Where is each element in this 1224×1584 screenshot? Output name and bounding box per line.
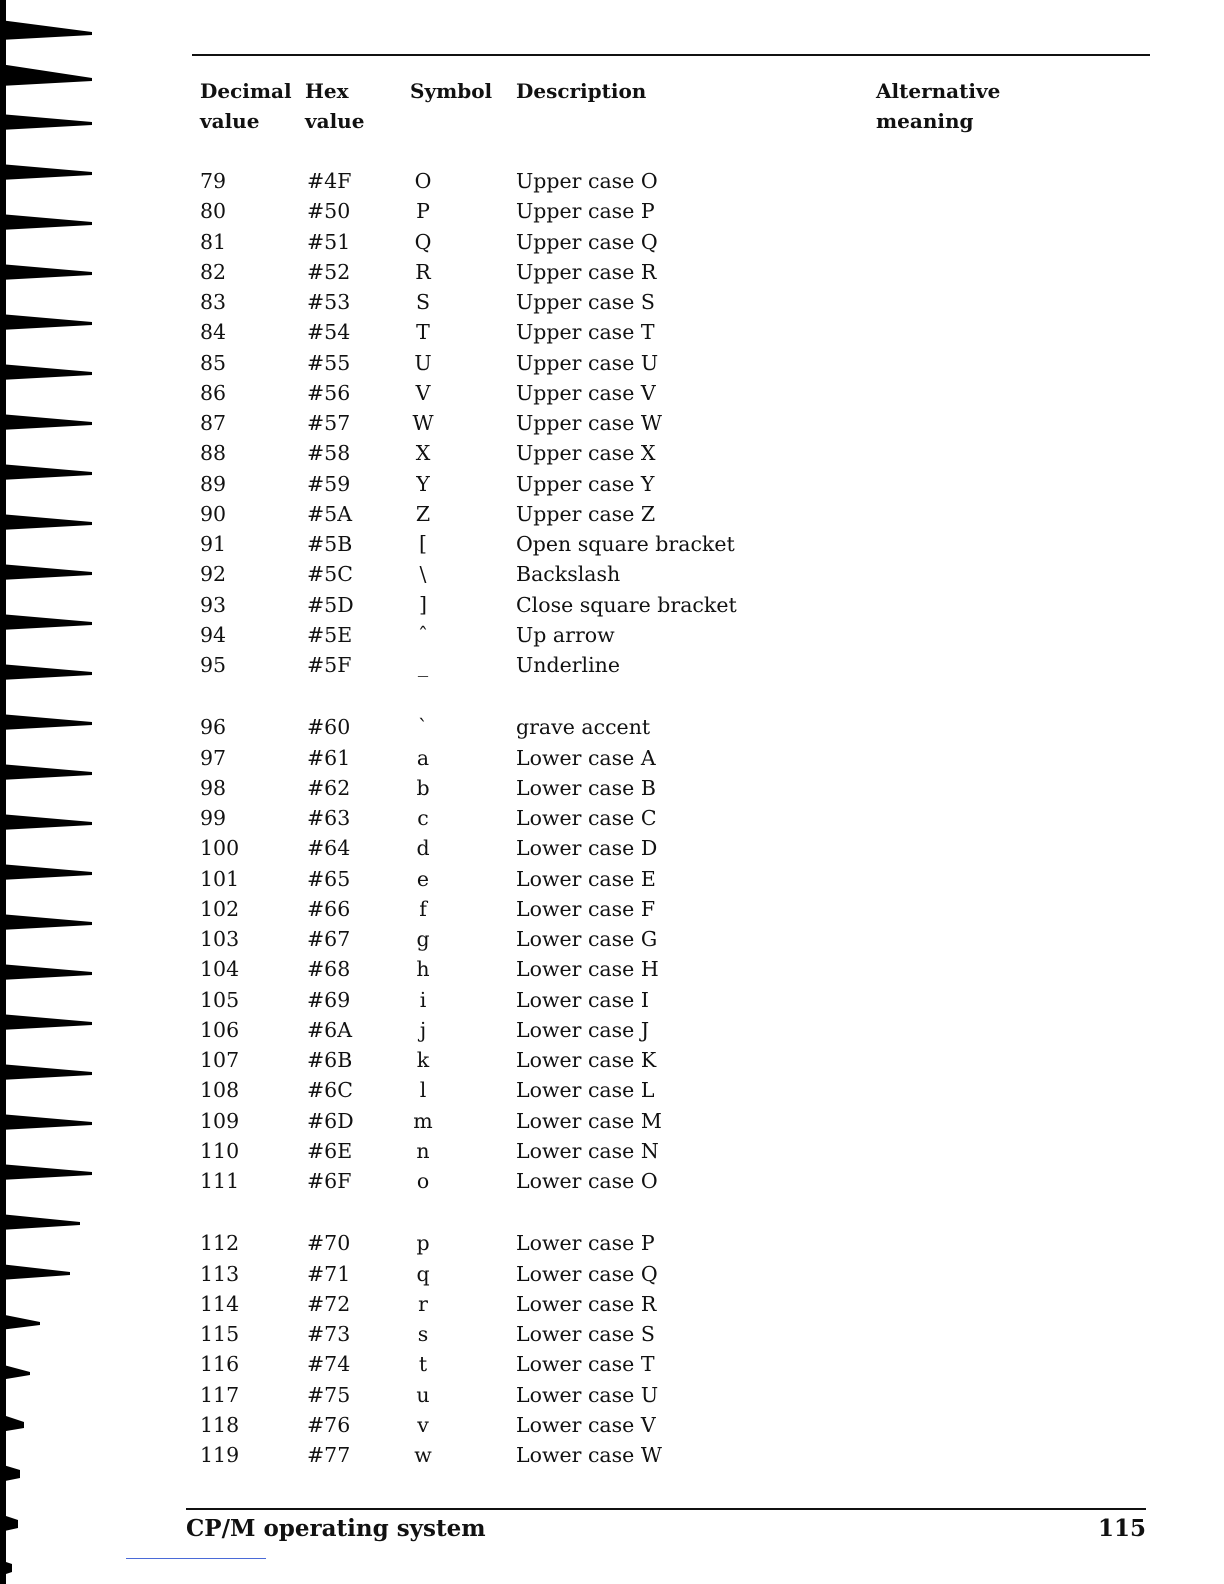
decimal-cell: 109 [200, 1108, 240, 1133]
hex-cell: #5C [307, 562, 353, 587]
header-decimal-line2: value [200, 109, 260, 133]
description-cell: Upper case Y [516, 471, 655, 496]
symbol-cell: r [418, 1291, 428, 1316]
symbol-cell: p [416, 1231, 430, 1256]
description-cell: Lower case P [516, 1231, 655, 1256]
decimal-cell: 108 [200, 1078, 240, 1103]
hex-cell: #66 [307, 896, 351, 921]
table-row [0, 1289, 1224, 1319]
hex-cell: #68 [307, 957, 351, 982]
symbol-cell: ] [419, 592, 427, 617]
decimal-cell: 91 [200, 532, 227, 556]
description-cell: Upper case S [516, 290, 655, 314]
table-row [0, 438, 1224, 468]
symbol-cell: f [419, 896, 427, 921]
decimal-cell: 103 [200, 927, 240, 951]
hex-cell: #61 [307, 745, 351, 770]
decimal-cell: 118 [200, 1412, 240, 1437]
table-row [0, 620, 1224, 650]
decimal-cell: 102 [200, 896, 240, 921]
header-description-label: Description [516, 79, 647, 103]
symbol-cell: R [415, 259, 431, 284]
symbol-cell: a [416, 745, 430, 770]
description-cell: Upper case T [516, 320, 655, 345]
description-cell: Upper case X [516, 441, 656, 466]
decimal-cell: 81 [200, 229, 227, 254]
table-row [0, 1319, 1224, 1349]
table-row [0, 499, 1224, 529]
symbol-cell: c [417, 806, 429, 830]
bottom-rule [186, 1508, 1146, 1510]
hex-cell: #6F [307, 1169, 352, 1193]
table-row [0, 864, 1224, 894]
hex-cell: #57 [307, 411, 351, 435]
description-cell: Lower case T [516, 1352, 655, 1377]
header-hex-line1: Hex [305, 79, 349, 103]
symbol-cell: e [416, 866, 430, 891]
decimal-cell: 93 [200, 592, 227, 617]
description-cell: Lower case J [516, 1017, 650, 1042]
description-cell: grave accent [516, 715, 651, 740]
hex-cell: #5D [307, 592, 354, 617]
table-row [0, 1106, 1224, 1136]
hex-cell: #51 [307, 229, 351, 254]
decimal-cell: 115 [200, 1322, 240, 1346]
hex-cell: #6C [307, 1078, 353, 1103]
description-cell: Upper case Z [516, 501, 656, 526]
symbol-cell: ` [417, 715, 429, 740]
decimal-cell: 87 [200, 411, 227, 435]
decimal-cell: 119 [200, 1443, 240, 1467]
description-cell: Lower case H [516, 957, 659, 982]
hex-cell: #64 [307, 836, 351, 861]
description-cell: Backslash [516, 562, 621, 587]
decimal-cell: 99 [200, 806, 227, 830]
decimal-cell: 110 [200, 1138, 240, 1163]
description-cell: Upper case R [516, 259, 657, 284]
hex-cell: #60 [307, 715, 351, 740]
decimal-cell: 113 [200, 1261, 240, 1286]
table-row [0, 1410, 1224, 1440]
symbol-cell: S [415, 290, 431, 314]
table-row [0, 712, 1224, 742]
table-row [0, 1075, 1224, 1105]
symbol-cell: j [419, 1017, 427, 1042]
table-row [0, 1349, 1224, 1379]
table-row [0, 559, 1224, 589]
symbol-cell: U [414, 350, 432, 375]
decimal-cell: 86 [200, 380, 227, 405]
symbol-cell: t [418, 1352, 428, 1377]
description-cell: Open square bracket [516, 532, 735, 556]
description-cell: Upper case V [516, 380, 656, 405]
description-cell: Lower case E [516, 866, 656, 891]
symbol-cell: h [416, 957, 430, 982]
decimal-cell: 107 [200, 1048, 240, 1072]
decimal-cell: 106 [200, 1017, 240, 1042]
decimal-cell: 88 [200, 441, 227, 466]
table-row [0, 1015, 1224, 1045]
symbol-cell: _ [417, 653, 429, 677]
table-row [0, 227, 1224, 257]
hex-cell: #63 [307, 806, 351, 830]
description-cell: Lower case Q [516, 1261, 658, 1286]
decimal-cell: 105 [200, 987, 240, 1012]
hex-cell: #4F [307, 169, 352, 193]
decimal-cell: 101 [200, 866, 240, 891]
table-row [0, 924, 1224, 954]
decimal-cell: 95 [200, 653, 227, 677]
description-cell: Lower case U [516, 1382, 659, 1407]
table-row [0, 1440, 1224, 1470]
page-number: 115 [1097, 1515, 1146, 1542]
description-cell: Upper case P [516, 199, 655, 224]
symbol-cell: O [414, 169, 432, 193]
header-alternative-line1: Alternative [876, 79, 1001, 103]
description-cell: Lower case D [516, 836, 658, 861]
hex-cell: #6E [307, 1138, 353, 1163]
table-row [0, 529, 1224, 559]
description-cell: Upper case O [516, 169, 658, 193]
table-row [0, 954, 1224, 984]
symbol-cell: P [416, 199, 430, 224]
decimal-cell: 100 [200, 836, 240, 861]
description-cell: Lower case F [516, 896, 656, 921]
decimal-cell: 80 [200, 199, 227, 224]
symbol-cell: g [416, 927, 430, 951]
description-cell: Upper case Q [516, 229, 658, 254]
table-row [0, 469, 1224, 499]
symbol-cell: X [415, 441, 431, 466]
hex-cell: #50 [307, 199, 351, 224]
footer-underline-mark [126, 1558, 266, 1559]
description-cell: Lower case M [516, 1108, 662, 1133]
header-alternative-line2: meaning [876, 109, 974, 133]
hex-cell: #54 [307, 320, 351, 345]
decimal-cell: 97 [200, 745, 227, 770]
hex-cell: #73 [307, 1322, 351, 1346]
decimal-cell: 92 [200, 562, 227, 587]
table-row [0, 894, 1224, 924]
decimal-cell: 85 [200, 350, 227, 375]
hex-cell: #75 [307, 1382, 351, 1407]
table-row [0, 1045, 1224, 1075]
description-cell: Lower case L [516, 1078, 655, 1103]
decimal-cell: 111 [200, 1169, 240, 1193]
description-cell: Upper case W [516, 411, 662, 435]
symbol-cell: s [417, 1322, 429, 1346]
table-row [0, 1166, 1224, 1196]
symbol-cell: v [417, 1412, 429, 1437]
table-row [0, 833, 1224, 863]
symbol-cell: d [416, 836, 430, 861]
table-row [0, 1228, 1224, 1258]
table-row [0, 196, 1224, 226]
description-cell: Up arrow [516, 622, 615, 647]
symbol-cell: Q [414, 229, 432, 254]
description-cell: Lower case R [516, 1291, 657, 1316]
symbol-cell: Y [416, 471, 430, 496]
symbol-cell: i [419, 987, 427, 1012]
symbol-cell: b [416, 775, 430, 800]
decimal-cell: 112 [200, 1231, 240, 1256]
table-row [0, 166, 1224, 196]
description-cell: Lower case C [516, 806, 657, 830]
description-cell: Lower case S [516, 1322, 655, 1346]
decimal-cell: 117 [200, 1382, 240, 1407]
symbol-cell: n [416, 1138, 430, 1163]
table-row [0, 773, 1224, 803]
symbol-cell: u [416, 1382, 430, 1407]
description-cell: Underline [516, 653, 620, 677]
hex-cell: #5A [307, 501, 353, 526]
hex-cell: #77 [307, 1443, 351, 1467]
table-row [0, 1259, 1224, 1289]
description-cell: Lower case B [516, 775, 656, 800]
table-row [0, 590, 1224, 620]
symbol-cell: W [412, 411, 434, 435]
description-cell: Close square bracket [516, 592, 737, 617]
table-row [0, 408, 1224, 438]
description-cell: Lower case K [516, 1048, 657, 1072]
table-row [0, 803, 1224, 833]
symbol-cell: Z [415, 501, 431, 526]
hex-cell: #65 [307, 866, 351, 891]
table-row [0, 257, 1224, 287]
table-row [0, 348, 1224, 378]
decimal-cell: 96 [200, 715, 227, 740]
hex-cell: #74 [307, 1352, 351, 1377]
description-cell: Lower case N [516, 1138, 659, 1163]
decimal-cell: 84 [200, 320, 227, 345]
decimal-cell: 94 [200, 622, 227, 647]
description-cell: Upper case U [516, 350, 659, 375]
description-cell: Lower case W [516, 1443, 662, 1467]
hex-cell: #5B [307, 532, 353, 556]
symbol-cell: k [416, 1048, 430, 1072]
hex-cell: #5F [307, 653, 352, 677]
header-symbol-label: Symbol [410, 79, 493, 103]
table-row [0, 317, 1224, 347]
hex-cell: #62 [307, 775, 351, 800]
header-hex-line2: value [305, 109, 365, 133]
symbol-cell: V [415, 380, 431, 405]
table-row [0, 287, 1224, 317]
decimal-cell: 90 [200, 501, 227, 526]
hex-cell: #72 [307, 1291, 351, 1316]
hex-cell: #59 [307, 471, 351, 496]
table-row [0, 985, 1224, 1015]
description-cell: Lower case I [516, 987, 649, 1012]
decimal-cell: 116 [200, 1352, 240, 1377]
hex-cell: #55 [307, 350, 351, 375]
table-row [0, 1136, 1224, 1166]
footer-title: CP/M operating system [186, 1515, 486, 1542]
hex-cell: #56 [307, 380, 351, 405]
header-decimal-line1: Decimal [200, 79, 292, 103]
hex-cell: #71 [307, 1261, 351, 1286]
symbol-cell: w [414, 1443, 432, 1467]
hex-cell: #69 [307, 987, 351, 1012]
symbol-cell: ˆ [417, 622, 429, 647]
hex-cell: #53 [307, 290, 351, 314]
hex-cell: #70 [307, 1231, 351, 1256]
table-row [0, 650, 1224, 680]
table-row [0, 378, 1224, 408]
symbol-cell: l [419, 1078, 427, 1103]
hex-cell: #6B [307, 1048, 353, 1072]
hex-cell: #52 [307, 259, 351, 284]
decimal-cell: 79 [200, 169, 227, 193]
decimal-cell: 89 [200, 471, 227, 496]
hex-cell: #58 [307, 441, 351, 466]
description-cell: Lower case A [516, 745, 656, 770]
decimal-cell: 98 [200, 775, 227, 800]
hex-cell: #67 [307, 927, 351, 951]
symbol-cell: T [416, 320, 430, 345]
decimal-cell: 82 [200, 259, 227, 284]
description-cell: Lower case G [516, 927, 658, 951]
table-row [0, 743, 1224, 773]
hex-cell: #6A [307, 1017, 353, 1042]
decimal-cell: 114 [200, 1291, 240, 1316]
table-row [0, 1380, 1224, 1410]
hex-cell: #76 [307, 1412, 351, 1437]
symbol-cell: q [416, 1261, 430, 1286]
symbol-cell: [ [419, 532, 427, 556]
decimal-cell: 104 [200, 957, 240, 982]
decimal-cell: 83 [200, 290, 227, 314]
description-cell: Lower case V [516, 1412, 656, 1437]
symbol-cell: o [416, 1169, 430, 1193]
symbol-cell: \ [419, 562, 427, 587]
hex-cell: #5E [307, 622, 353, 647]
description-cell: Lower case O [516, 1169, 658, 1193]
hex-cell: #6D [307, 1108, 354, 1133]
symbol-cell: m [413, 1108, 433, 1133]
